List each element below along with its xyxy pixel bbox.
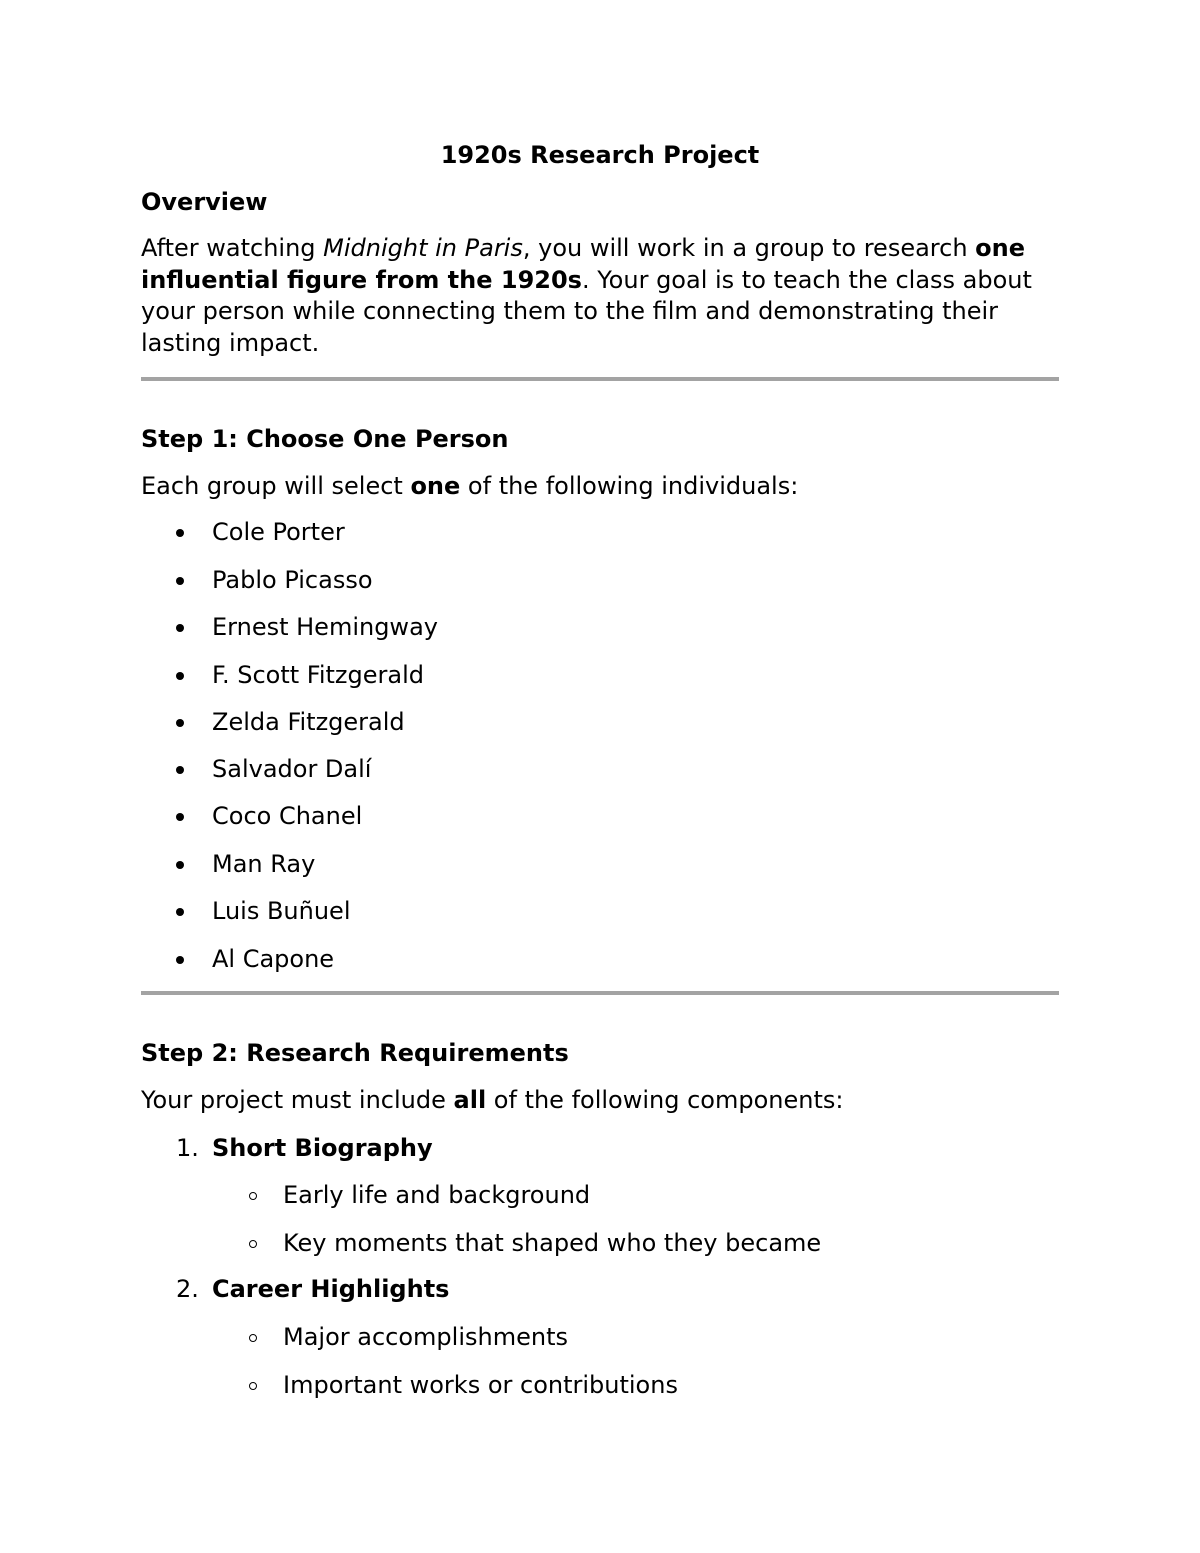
list-item	[141, 659, 741, 691]
list-item	[141, 516, 741, 548]
bullet-icon	[176, 766, 184, 774]
person-name: Cole Porter	[212, 518, 345, 546]
sub-item-text: Key moments that shaped who they became	[283, 1229, 822, 1257]
bullet-icon	[176, 624, 184, 632]
bullet-icon	[176, 577, 184, 585]
step1-lead-text-2: of the following individuals:	[460, 472, 799, 500]
bullet-icon	[176, 529, 184, 537]
component-item	[141, 1273, 841, 1305]
horizontal-rule-2	[141, 991, 1059, 995]
overview-text-2: , you will work in a group to research	[522, 234, 976, 262]
overview-emphasis-one: one	[975, 234, 1026, 262]
film-title: Midnight in Paris	[323, 234, 523, 262]
step2-heading: Step 2: Research Requirements	[141, 1039, 569, 1067]
step2-lead-text-1: Your project must include	[141, 1086, 454, 1114]
component-item	[141, 1132, 841, 1164]
bullet-icon	[176, 956, 184, 964]
person-name: Luis Buñuel	[212, 897, 351, 925]
list-item	[141, 800, 741, 832]
list-item	[141, 943, 741, 975]
step2-lead-emphasis: all	[453, 1086, 487, 1114]
list-item	[141, 848, 741, 880]
list-item	[141, 564, 741, 596]
step2-lead-text-2: of the following components:	[486, 1086, 844, 1114]
list-item	[141, 895, 741, 927]
overview-emphasis-figure: influential figure from the 1920s	[141, 265, 582, 294]
sub-item-text: Important works or contributions	[283, 1371, 678, 1399]
step2-lead	[141, 1084, 843, 1116]
sub-list-item	[141, 1227, 901, 1259]
sub-list-item	[141, 1179, 901, 1211]
horizontal-rule-1	[141, 377, 1059, 381]
circle-bullet-icon	[249, 1382, 257, 1390]
overview-text-4: . Your goal is to teach the class about your person while connecting them to the film and demonstrating their lasting impact.	[141, 265, 1032, 358]
person-name: Al Capone	[212, 945, 335, 973]
sub-item-text: Early life and background	[283, 1181, 591, 1209]
person-name: Pablo Picasso	[212, 566, 373, 594]
overview-paragraph	[141, 233, 1059, 360]
sub-list-item	[141, 1369, 901, 1401]
bullet-icon	[176, 672, 184, 680]
step1-lead-text-1: Each group will select	[141, 472, 411, 500]
person-name: Coco Chanel	[212, 802, 363, 830]
overview-text-1: After watching	[141, 234, 324, 262]
person-name: Man Ray	[212, 850, 316, 878]
overview-heading: Overview	[141, 188, 268, 216]
sub-list-item	[141, 1321, 901, 1353]
list-item	[141, 706, 741, 738]
component-title: Career Highlights	[212, 1275, 450, 1303]
list-item	[141, 753, 741, 785]
person-name: Ernest Hemingway	[212, 613, 438, 641]
step1-heading: Step 1: Choose One Person	[141, 425, 509, 453]
document-title: 1920s Research Project	[440, 141, 760, 169]
bullet-icon	[176, 813, 184, 821]
person-name: F. Scott Fitzgerald	[212, 661, 424, 689]
component-title: Short Biography	[212, 1134, 433, 1162]
step1-lead	[141, 470, 798, 502]
component-number: 2.	[176, 1275, 199, 1303]
step1-lead-emphasis: one	[410, 472, 461, 500]
bullet-icon	[176, 861, 184, 869]
circle-bullet-icon	[249, 1192, 257, 1200]
sub-item-text: Major accomplishments	[283, 1323, 568, 1351]
component-number: 1.	[176, 1134, 199, 1162]
circle-bullet-icon	[249, 1240, 257, 1248]
person-name: Salvador Dalí	[212, 755, 372, 783]
person-name: Zelda Fitzgerald	[212, 708, 405, 736]
circle-bullet-icon	[249, 1334, 257, 1342]
list-item	[141, 611, 741, 643]
bullet-icon	[176, 719, 184, 727]
bullet-icon	[176, 908, 184, 916]
